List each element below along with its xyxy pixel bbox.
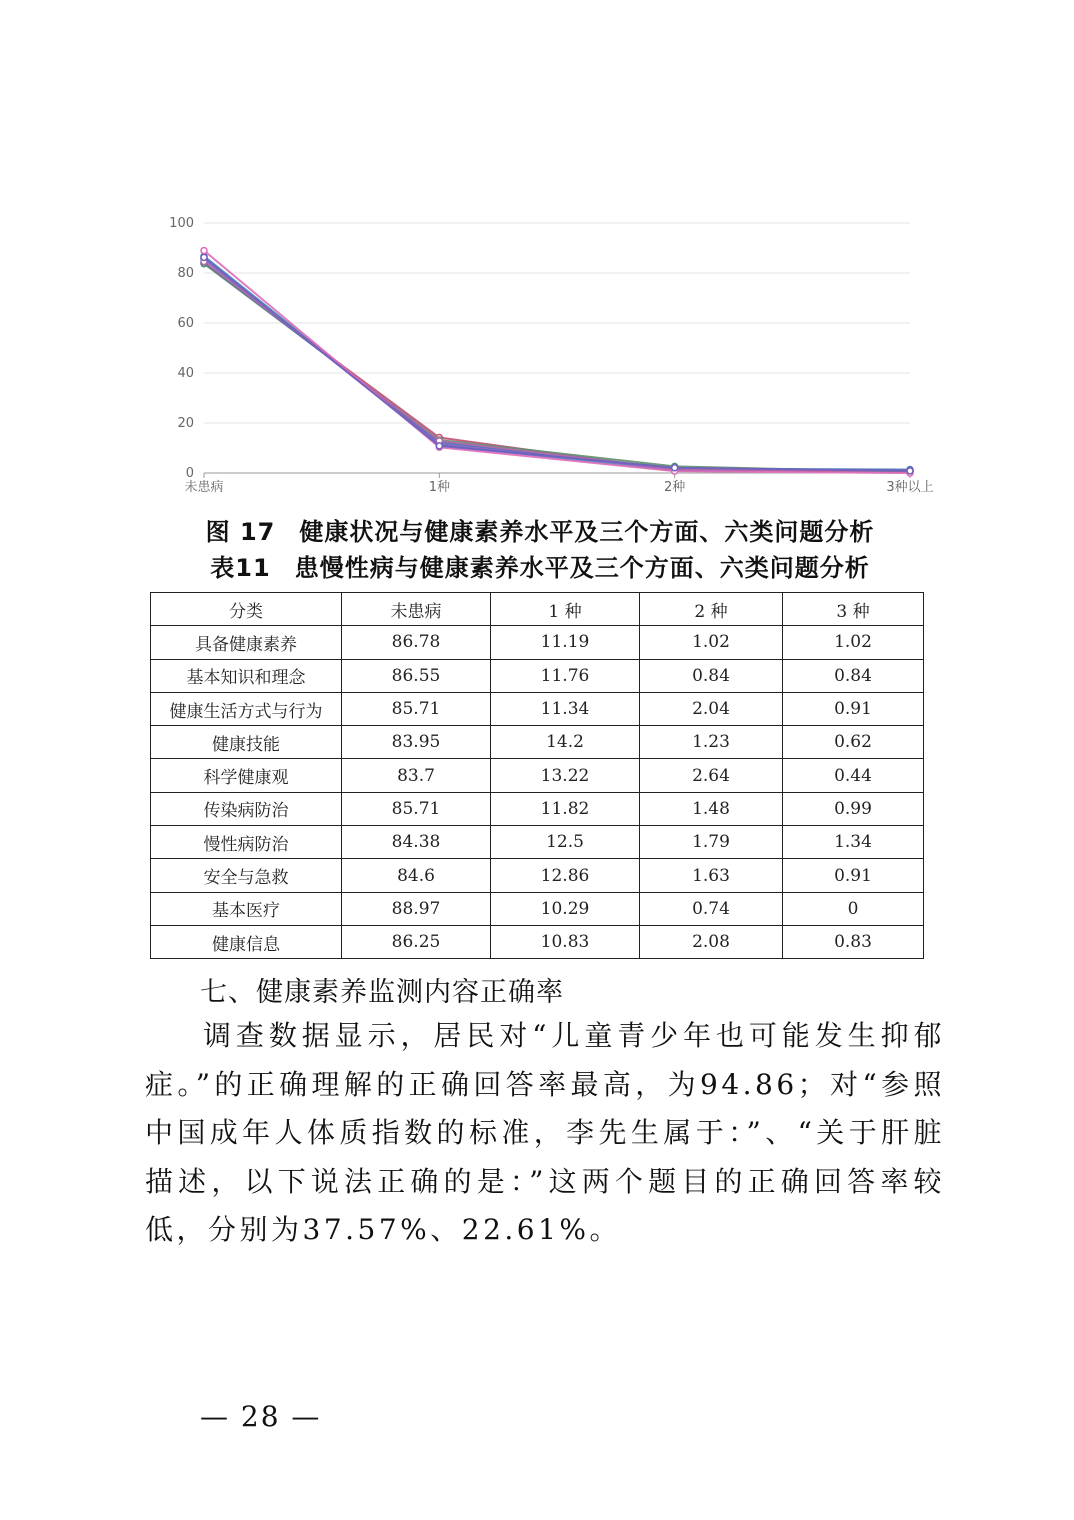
table-cell: 86.55: [342, 659, 491, 692]
y-tick-label: 40: [177, 366, 194, 381]
table-cell: 84.6: [342, 859, 491, 892]
table-cell: 85.71: [342, 792, 491, 825]
table-caption: [150, 548, 930, 583]
table-cell: 0.84: [640, 659, 783, 692]
table-header-row: [151, 593, 924, 626]
table-cell: 2.64: [640, 759, 783, 792]
table-body: [151, 626, 924, 959]
table-row: [151, 859, 924, 892]
y-tick-label: 0: [185, 466, 194, 481]
data-point: [201, 254, 207, 260]
table-cell: 1.23: [640, 726, 783, 759]
x-tick-label: 1种: [428, 480, 450, 495]
series-line: [204, 259, 910, 471]
section-heading: 七、健康素养监测内容正确率: [200, 977, 564, 1008]
x-tick-label: 3种以上: [886, 480, 934, 495]
table-cell: 0: [783, 892, 924, 925]
table-cell: 0.83: [783, 925, 924, 958]
table-cell: 0.99: [783, 792, 924, 825]
table-cell: 86.78: [342, 626, 491, 659]
series-line: [204, 259, 910, 471]
y-tick-label: 60: [177, 316, 194, 331]
table-cell: 11.76: [491, 659, 640, 692]
table-cell: 11.34: [491, 692, 640, 725]
table-title: 患慢性病与健康素养水平及三个方面、六类问题分析: [294, 554, 870, 582]
series-line: [204, 251, 910, 473]
line-chart: [150, 205, 950, 505]
table-cell: 11.19: [491, 626, 640, 659]
y-tick-label: 80: [177, 266, 194, 281]
row-category-cell: 安全与急救: [151, 859, 342, 892]
y-tick-label: 100: [169, 216, 194, 231]
table-cell: 0.91: [783, 692, 924, 725]
data-point: [201, 248, 207, 254]
figure-title: 健康状况与健康素养水平及三个方面、六类问题分析: [299, 518, 875, 546]
table-cell: 1.02: [640, 626, 783, 659]
table-cell: 85.71: [342, 692, 491, 725]
table-cell: 88.97: [342, 892, 491, 925]
body-paragraph: 调查数据显示，居民对“儿童青少年也可能发生抑郁症。”的正确理解的正确回答率最高，为94.86；对“参照中国成年人体质指数的标准，李先生属于：”、“关于肝脏描述，以下说法正确的是：”这两个题目的正确回答率较低，分别为37.57%、22.61%。: [145, 1019, 945, 1246]
row-category-cell: 传染病防治: [151, 792, 342, 825]
table-row: [151, 892, 924, 925]
page-number: — 28 —: [200, 1400, 322, 1433]
table-row: [151, 792, 924, 825]
row-category-cell: 基本知识和理念: [151, 659, 342, 692]
table-row: [151, 759, 924, 792]
table-cell: 11.82: [491, 792, 640, 825]
x-tick-label: 未患病: [184, 480, 224, 495]
data-point: [436, 443, 442, 449]
table-cell: 13.22: [491, 759, 640, 792]
table-row: [151, 659, 924, 692]
table-cell: 12.86: [491, 859, 640, 892]
table-cell: 84.38: [342, 826, 491, 859]
table-number: 表11: [210, 554, 271, 582]
series-line: [204, 257, 910, 471]
table-cell: 0.62: [783, 726, 924, 759]
series-line: [204, 264, 910, 472]
series-line: [204, 257, 910, 471]
row-category-cell: 健康信息: [151, 925, 342, 958]
row-category-cell: 科学健康观: [151, 759, 342, 792]
table-cell: 1.02: [783, 626, 924, 659]
table-row: [151, 826, 924, 859]
table-cell: 83.95: [342, 726, 491, 759]
header-cell-none: 未患病: [342, 593, 491, 626]
table-cell: 0.84: [783, 659, 924, 692]
table-cell: 0.44: [783, 759, 924, 792]
table-cell: 86.25: [342, 925, 491, 958]
figure-number: 图 17: [205, 518, 276, 546]
table-cell: 0.91: [783, 859, 924, 892]
row-category-cell: 慢性病防治: [151, 826, 342, 859]
table-row: [151, 626, 924, 659]
table-cell: 10.29: [491, 892, 640, 925]
figure-caption: [150, 512, 930, 547]
row-category-cell: 具备健康素养: [151, 626, 342, 659]
table-cell: 83.7: [342, 759, 491, 792]
data-point: [672, 465, 678, 471]
table-cell: 14.2: [491, 726, 640, 759]
table-cell: 0.74: [640, 892, 783, 925]
series-line: [204, 262, 910, 470]
table-row: [151, 925, 924, 958]
x-tick-label: 2种: [664, 480, 686, 495]
table-cell: 10.83: [491, 925, 640, 958]
table-cell: 1.63: [640, 859, 783, 892]
table-cell: 2.04: [640, 692, 783, 725]
table-cell: 1.48: [640, 792, 783, 825]
data-point: [907, 468, 913, 474]
row-category-cell: 健康生活方式与行为: [151, 692, 342, 725]
table-cell: 2.08: [640, 925, 783, 958]
row-category-cell: 健康技能: [151, 726, 342, 759]
header-cell-one: 1 种: [491, 593, 640, 626]
series-line: [204, 256, 910, 470]
table-row: [151, 726, 924, 759]
y-tick-label: 20: [177, 416, 194, 431]
header-cell-category: 分类: [151, 593, 342, 626]
table-cell: 1.79: [640, 826, 783, 859]
row-category-cell: 基本医疗: [151, 892, 342, 925]
data-table: [150, 592, 924, 959]
table-cell: 1.34: [783, 826, 924, 859]
series-line: [204, 262, 910, 471]
header-cell-three: 3 种: [783, 593, 924, 626]
header-cell-two: 2 种: [640, 593, 783, 626]
table-row: [151, 692, 924, 725]
series-line: [204, 263, 910, 471]
table-cell: 12.5: [491, 826, 640, 859]
